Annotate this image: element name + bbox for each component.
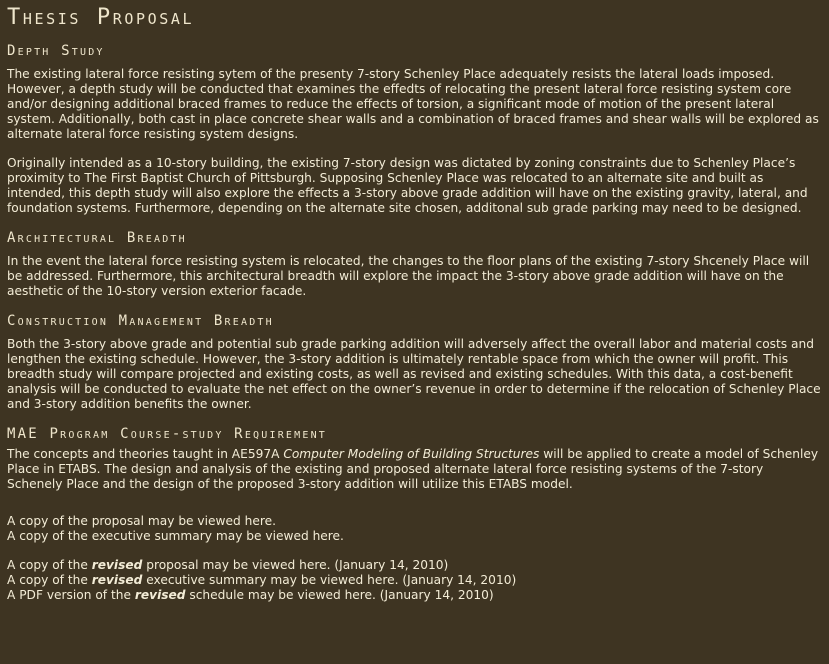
revised-documents [7,558,822,603]
executive-summary-link-line: A copy of the executive summary may be viewed here. [7,529,344,543]
paragraph: The existing lateral force resisting sytem of the presenty 7-story Schenley Place adequately resists the lateral loads imposed. However, a depth study will be conducted that examines the effedts of relocating the present lateral force resisting system core and/or designing additional braced frames to reduce the effects of torsion, a significant mode of motion of the present lateral system. Additionally, both cast in place concrete shear walls and a combination of braced frames and shear walls will be explored as alternate lateral force resisting system designs. [7,67,819,141]
proposal-link[interactable]: here [244,514,273,528]
text: The concepts and theories taught in AE597A [7,447,284,461]
course-title: Computer Modeling of Building Structures [283,447,540,461]
revised-proposal-link[interactable]: here [299,558,327,572]
section-heading: Architectural Breadth [7,230,187,246]
section-heading: Depth Study [7,43,105,59]
proposal-link-line: A copy of the proposal may be viewed here. [7,514,276,528]
executive-summary-link[interactable]: here [312,529,341,543]
revised-executive-summary-link[interactable]: here [367,573,395,587]
section-architectural-breadth [7,230,822,299]
text: will be applied to create a model of Schenley Place in ETABS. The design and analysis of the existing and proposed alternate lateral force resisting systems of the 7-story Schenely Place and the design of the proposed 3-story addition will utilize this ETABS model. [7,447,819,491]
revised-proposal-link-line: A copy of the revised proposal may be viewed here. (January 14, 2010) [7,558,449,572]
page-title: Thesis Proposal [7,5,195,30]
paragraph: Both the 3-story above grade and potential sub grade parking addition will adversely affect the overall labor and material costs and lengthen the existing schedule. However, the 3-story addition is ultimately rentable space from which the owner will profit. This breadth study will compare projected and existing costs, as well as revised and existing schedules. With this data, a cost-benefit analysis will be conducted to evaluate the net effect on the owner’s revenue in order to determine if the relocation of Schenley Place and 3-story addition benefits the owner. [7,337,821,411]
revised-executive-summary-link-line: A copy of the revised executive summary may be viewed here. (January 14, 2010) [7,573,517,587]
section-depth-study [7,43,822,216]
original-documents [7,514,822,544]
section-heading: MAE Program Course-study Requirement [7,426,328,442]
paragraph [7,447,822,492]
section-construction-management-breadth [7,313,822,412]
document-links [7,514,822,603]
revised-schedule-link[interactable]: here [344,588,373,602]
section-mae-requirement [7,426,822,492]
paragraph: In the event the lateral force resisting system is relocated, the changes to the floor plans of the existing 7-story Shcenely Place will be addressed. Furthermore, this architectural breadth will explore the impact the 3-story above grade addition will have on the aesthetic of the 10-story version exterior facade. [7,254,810,298]
revised-schedule-link-line: A PDF version of the revised schedule may be viewed here. (January 14, 2010) [7,588,494,602]
section-heading: Construction Management Breadth [7,313,274,329]
paragraph: Originally intended as a 10-story building, the existing 7-story design was dictated by zoning constraints due to Schenley Place’s proximity to The First Baptist Church of Pittsburgh. Supposing Schenley Place was relocated to an alternate site and built as intended, this depth study will also explore the effects a 3-story above grade addition will have on the existing gravity, lateral, and foundation systems. Furthermore, depending on the alternate site chosen, additonal sub grade parking may need to be designed. [7,156,808,215]
